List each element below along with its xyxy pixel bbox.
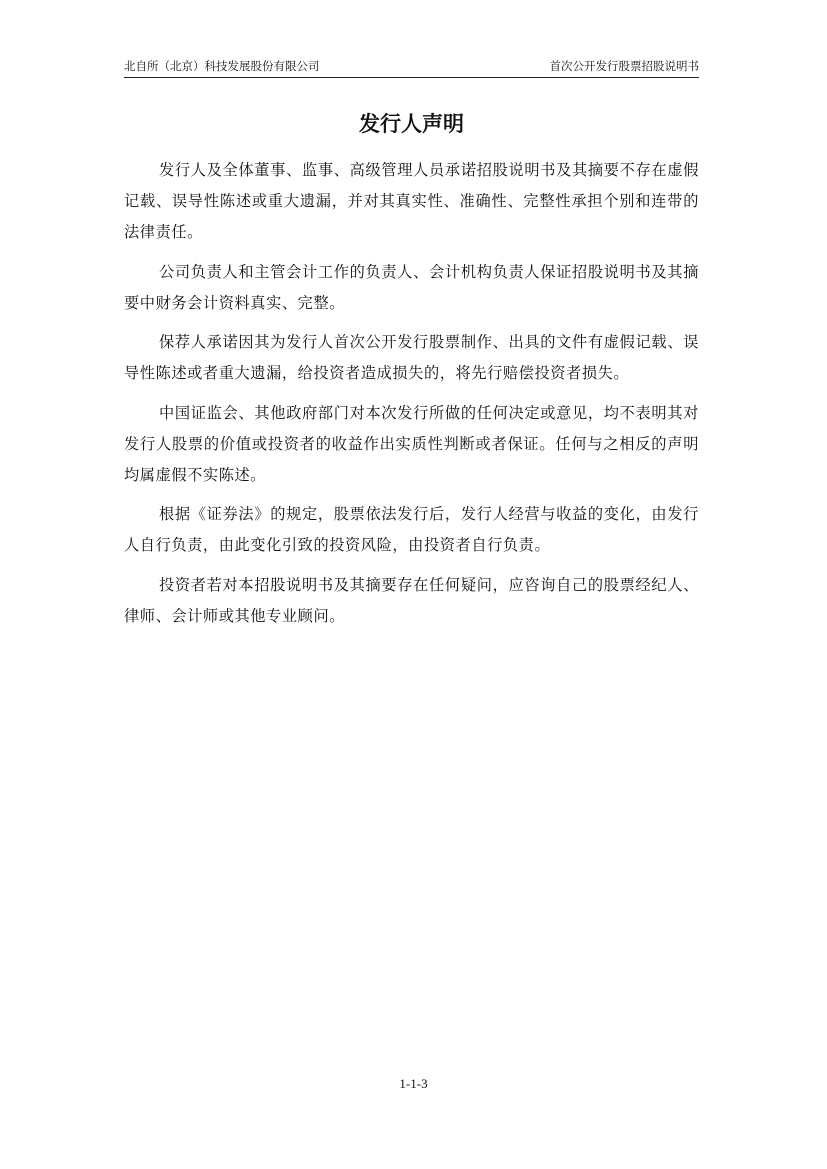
page-title: 发行人声明	[359, 112, 464, 136]
declaration-paragraph: 中国证监会、其他政府部门对本次发行所做的任何决定或意见，均不表明其对发行人股票的价值或投资者的收益作出实质性判断或者保证。任何与之相反的声明均属虚假不实陈述。	[124, 403, 699, 484]
header-company-name: 北自所（北京）科技发展股份有限公司	[124, 59, 320, 73]
declaration-paragraph: 根据《证券法》的规定，股票依法发行后，发行人经营与收益的变化，由发行人自行负责，由此变化引致的投资风险，由投资者自行负责。	[124, 505, 699, 554]
page-header	[124, 57, 699, 78]
page-number: 1-1-3	[399, 1076, 428, 1091]
header-document-name: 首次公开发行股票招股说明书	[549, 59, 699, 73]
declaration-paragraph: 发行人及全体董事、监事、高级管理人员承诺招股说明书及其摘要不存在虚假记载、误导性陈述或重大遗漏，并对其真实性、准确性、完整性承担个别和连带的法律责任。	[124, 161, 699, 241]
declaration-paragraph: 保荐人承诺因其为发行人首次公开发行股票制作、出具的文件有虚假记载、误导性陈述或者重大遗漏，给投资者造成损失的，将先行赔偿投资者损失。	[124, 333, 699, 382]
declaration-body	[124, 155, 699, 640]
declaration-paragraph: 公司负责人和主管会计工作的负责人、会计机构负责人保证招股说明书及其摘要中财务会计资料真实、完整。	[124, 262, 699, 312]
declaration-paragraph: 投资者若对本招股说明书及其摘要存在任何疑问，应咨询自己的股票经纪人、律师、会计师或其他专业顾问。	[124, 575, 699, 625]
